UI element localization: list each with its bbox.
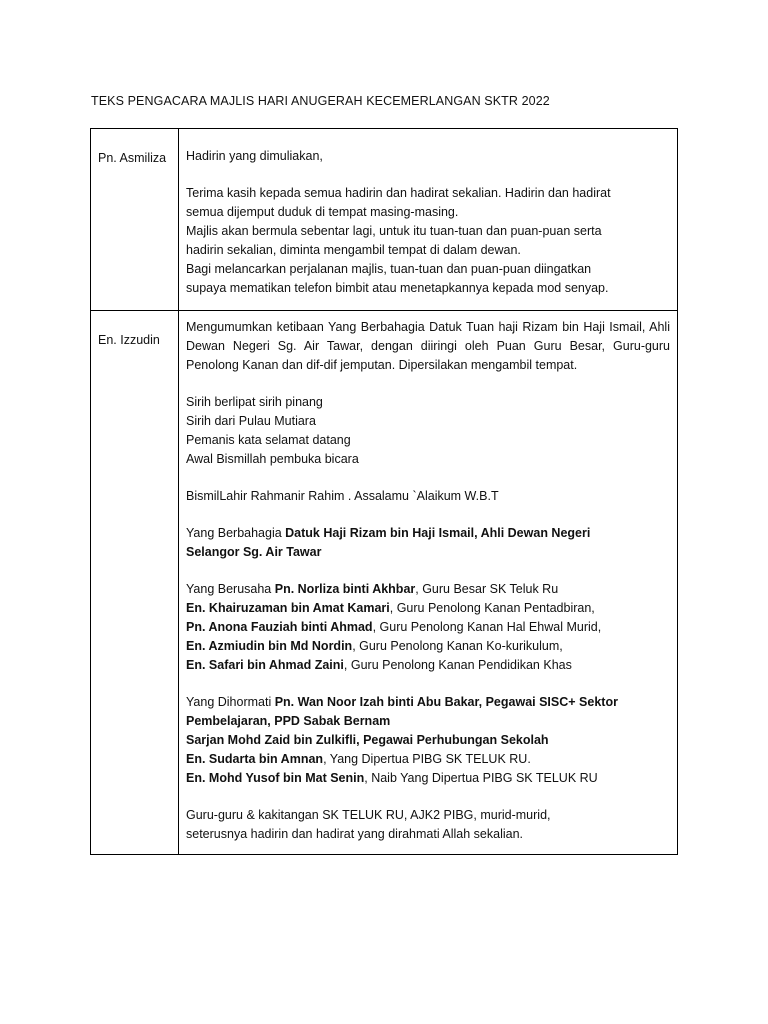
guest-name: Pn. Norliza binti Akhbar: [274, 582, 416, 596]
script-line: supaya mematikan telefon bimbit atau menetapkannya kepada mod senyap.: [186, 281, 609, 295]
guest-role: , Guru Besar SK Teluk Ru: [415, 582, 559, 596]
guest-line: [186, 618, 670, 637]
guest-role: , Guru Penolong Kanan Pentadbiran,: [389, 601, 595, 615]
script-line: semua dijemput duduk di tempat masing-masing.: [186, 205, 459, 219]
closing-line: Guru-guru & kakitangan SK TELUK RU, AJK2 PIBG, murid-murid,: [186, 808, 551, 822]
pantun-line: Sirih dari Pulau Mutiara: [186, 414, 316, 428]
yb-name-cont: Selangor Sg. Air Tawar: [186, 545, 322, 559]
yb-prefix: Yang Berbahagia: [186, 526, 286, 540]
guest-name: En. Safari bin Ahmad Zaini: [186, 658, 344, 672]
yb-name: Datuk Haji Rizam bin Haji Ismail, Ahli Dewan Negeri: [285, 526, 591, 540]
guest-role: , Guru Penolong Kanan Hal Ehwal Murid,: [372, 620, 602, 634]
guest-line: [186, 769, 670, 788]
guest-name: Sarjan Mohd Zaid bin Zulkifli, Pegawai Perhubungan Sekolah: [186, 733, 549, 747]
guest-name: En. Azmiudin bin Md Nordin: [186, 639, 353, 653]
guest-prefix: Yang Berusaha: [186, 582, 275, 596]
bismillah-line: BismilLahir Rahmanir Rahim . Assalamu `Alaikum W.B.T: [186, 489, 499, 503]
guest-name: Pn. Wan Noor Izah binti Abu Bakar, Pegawai SISC+ Sektor: [274, 695, 618, 709]
guest-line: [186, 731, 670, 750]
speaker-name: En. Izzudin: [98, 333, 160, 347]
guest-role: , Guru Penolong Kanan Pendidikan Khas: [343, 658, 572, 672]
script-line: Majlis akan bermula sebentar lagi, untuk itu tuan-tuan dan puan-puan serta: [186, 224, 602, 238]
speaker-name: Pn. Asmiliza: [98, 151, 167, 165]
guest-name: Pembelajaran, PPD Sabak Bernam: [186, 714, 391, 728]
guest-name: En. Mohd Yusof bin Mat Senin: [186, 771, 365, 785]
table-row: [91, 129, 678, 311]
guest-line: [186, 712, 670, 731]
yb-line: [186, 524, 670, 543]
closing-line: seterusnya hadirin dan hadirat yang dirahmati Allah sekalian.: [186, 827, 524, 841]
script-cell: [179, 311, 678, 855]
guest-prefix: Yang Dihormati: [186, 695, 275, 709]
guest-line: [186, 637, 670, 656]
guest-line: [186, 750, 670, 769]
greeting-line: Hadirin yang dimuliakan,: [186, 149, 323, 163]
guest-line: [186, 656, 670, 675]
guest-role: , Guru Penolong Kanan Ko-kurikulum,: [352, 639, 563, 653]
guest-role: , Yang Dipertua PIBG SK TELUK RU.: [323, 752, 531, 766]
script-table: [90, 128, 678, 855]
guest-name: En. Sudarta bin Amnan: [186, 752, 324, 766]
pantun-line: Pemanis kata selamat datang: [186, 433, 351, 447]
pantun-line: Sirih berlipat sirih pinang: [186, 395, 323, 409]
guest-name: Pn. Anona Fauziah binti Ahmad: [186, 620, 373, 634]
speaker-cell: [91, 129, 179, 311]
guest-line: [186, 599, 670, 618]
script-line: hadirin sekalian, diminta mengambil tempat di dalam dewan.: [186, 243, 521, 257]
guest-name: En. Khairuzaman bin Amat Kamari: [186, 601, 390, 615]
document-title: TEKS PENGACARA MAJLIS HARI ANUGERAH KECEMERLANGAN SKTR 2022: [91, 94, 550, 108]
script-line: Bagi melancarkan perjalanan majlis, tuan-tuan dan puan-puan diingatkan: [186, 262, 592, 276]
script-cell: [179, 129, 678, 311]
yb-line: [186, 543, 670, 562]
table-row: [91, 311, 678, 855]
guest-line: [186, 693, 670, 712]
script-line: Terima kasih kepada semua hadirin dan hadirat sekalian. Hadirin dan hadirat: [186, 186, 611, 200]
announcement-paragraph: Mengumumkan ketibaan Yang Berbahagia Datuk Tuan haji Rizam bin Haji Ismail, Ahli Dewan Negeri Sg. Air Tawar, dengan diiringi oleh Puan Guru Besar, Guru-guru Penolong Kanan dan dif-dif jemputan. Dipersilakan mengambil tempat.: [186, 320, 670, 372]
pantun-line: Awal Bismillah pembuka bicara: [186, 452, 359, 466]
guest-line: [186, 580, 670, 599]
guest-role: , Naib Yang Dipertua PIBG SK TELUK RU: [364, 771, 598, 785]
speaker-cell: [91, 311, 179, 855]
